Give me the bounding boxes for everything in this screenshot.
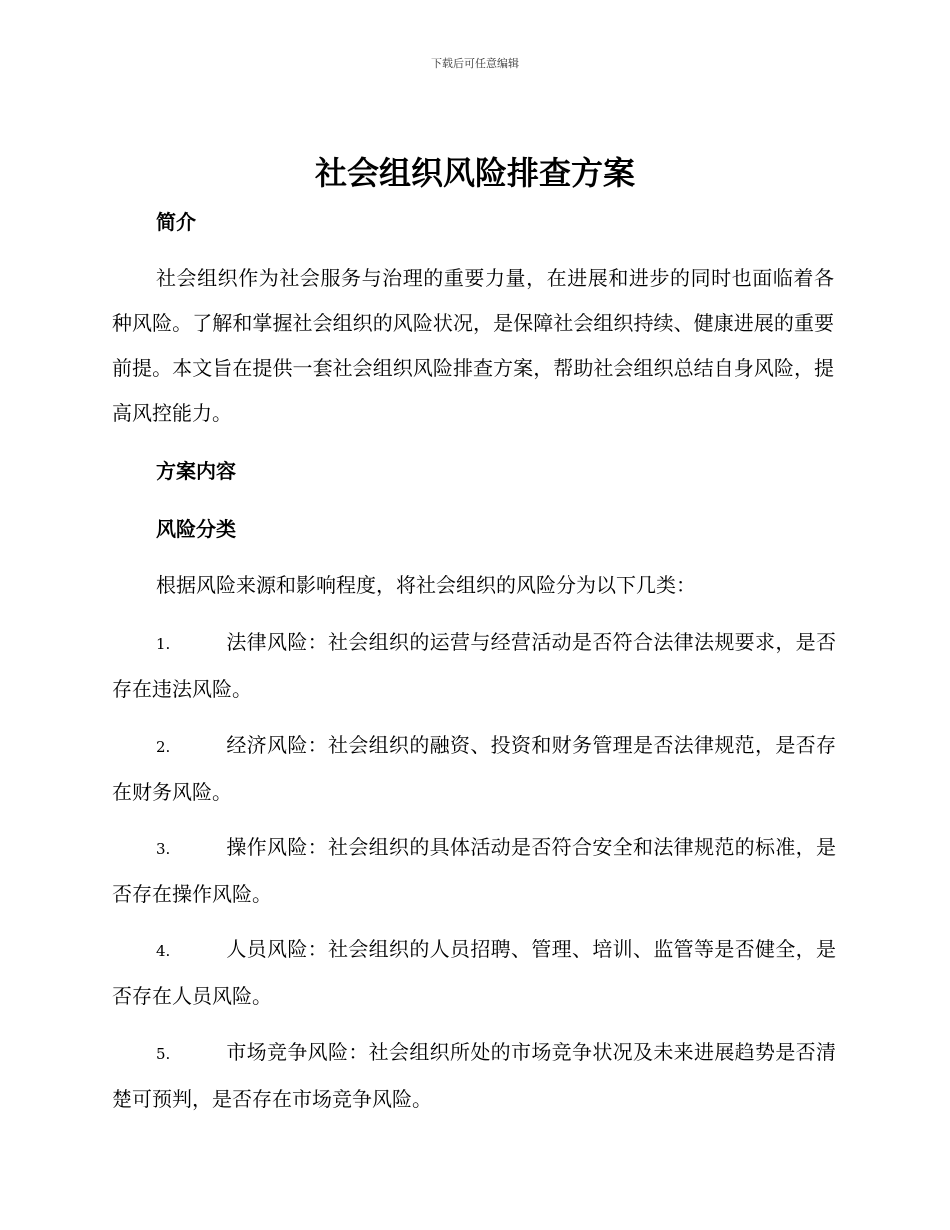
intro-heading: 简介 bbox=[156, 210, 196, 234]
risk-item-number: 2. bbox=[156, 738, 171, 756]
category-heading: 风险分类 bbox=[156, 517, 236, 541]
category-intro: 根据风险来源和影响程度，将社会组织的风险分为以下几类： bbox=[156, 573, 696, 597]
risk-item-5 bbox=[112, 1030, 836, 1122]
risk-item-1 bbox=[112, 620, 836, 712]
header-note: 下载后可任意编辑 bbox=[431, 57, 519, 70]
risk-item-text: 法律风险：社会组织的运营与经营活动是否符合法律法规要求，是否存在违法风险。 bbox=[112, 630, 836, 701]
content-heading: 方案内容 bbox=[156, 459, 236, 483]
risk-item-text: 操作风险：社会组织的具体活动是否符合安全和法律规范的标准，是否存在操作风险。 bbox=[112, 835, 836, 906]
risk-item-text: 经济风险：社会组织的融资、投资和财务管理是否法律规范，是否存在财务风险。 bbox=[112, 733, 836, 804]
risk-item-number: 5. bbox=[156, 1045, 171, 1063]
document-title: 社会组织风险排查方案 bbox=[314, 154, 635, 192]
intro-paragraph: 社会组织作为社会服务与治理的重要力量，在进展和进步的同时也面临着各种风险。了解和掌握社会组织的风险状况，是保障社会组织持续、健康进展的重要前提。本文旨在提供一套社会组织风险排查方案，帮助社会组织总结自身风险，提高风控能力。 bbox=[112, 266, 834, 425]
risk-item-text: 人员风险：社会组织的人员招聘、管理、培训、监管等是否健全，是否存在人员风险。 bbox=[112, 937, 836, 1008]
risk-item-number: 4. bbox=[156, 942, 171, 960]
risk-item-2 bbox=[112, 723, 836, 815]
risk-item-3 bbox=[112, 825, 836, 917]
risk-item-number: 3. bbox=[156, 840, 171, 858]
risk-item-number: 1. bbox=[156, 635, 171, 653]
risk-item-4 bbox=[112, 927, 836, 1019]
risk-item-text: 市场竞争风险：社会组织所处的市场竞争状况及未来进展趋势是否清楚可预判，是否存在市场竞争风险。 bbox=[112, 1040, 836, 1111]
